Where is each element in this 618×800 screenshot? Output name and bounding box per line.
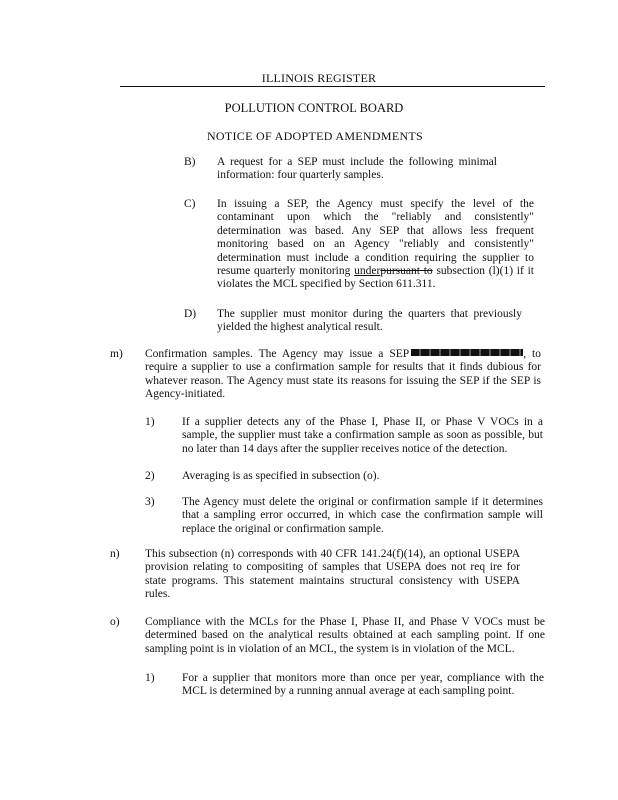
paragraph-m-text	[145, 348, 541, 402]
paragraph-m-3-label: 3)	[145, 496, 155, 508]
paragraph-c-text-before: In issuing a SEP, the Agency must specify the level of the contaminant upon which the "reliably and consistently" determination was based. Any SEP that allows less frequent monitoring based on an Agency "reliably and consistently" determination must include a condition requiring the supplier to resume quarterly monitoring	[217, 198, 534, 278]
paragraph-m-2-text: Averaging is as specified in subsection (o).	[182, 470, 380, 482]
register-title: ILLINOIS REGISTER	[261, 71, 377, 85]
paragraph-m-label: m)	[110, 348, 123, 360]
paragraph-m-text-after: to require a supplier to use a confirmation sample for results that it finds dubious for whatever reason. The Agency must state its reasons for issuing the SEP if the SEP is Agency-initiated.	[145, 348, 541, 401]
board-title: POLLUTION CONTROL BOARD	[224, 101, 404, 115]
paragraph-m-1-text: If a supplier detects any of the Phase I, Phase II, or Phase V VOCs in a sample, the supplier must take a confirmation sample as soon as possible, but no later than 14 days after the supplier receives notice of the detection.	[182, 416, 543, 455]
paragraph-d-label: D)	[184, 308, 197, 320]
paragraph-m-text-before: Confirmation samples. The Agency may issue a SEP	[145, 348, 410, 360]
redacted-text-bar	[411, 349, 523, 356]
paragraph-b-label: B)	[184, 156, 196, 168]
paragraph-m-text-mid: ,	[523, 348, 533, 360]
paragraph-c-text	[217, 198, 534, 292]
paragraph-o-1-text: For a supplier that monitors more than once per year, compliance with the MCL is determined by a running annual average at each sampling point.	[182, 672, 544, 698]
paragraph-d-text: The supplier must monitor during the quarters that previously yielded the highest analytical result.	[217, 308, 522, 334]
paragraph-o-label: o)	[110, 616, 120, 628]
paragraph-c-inserted-text: under	[354, 265, 381, 278]
paragraph-n-label: n)	[110, 548, 120, 560]
paragraph-c-text-after: subsection (l)(1) if it violates the MCL specified by Section 611.311.	[217, 265, 534, 291]
header-rule	[120, 86, 545, 87]
paragraph-m-2-label: 2)	[145, 470, 155, 482]
paragraph-c-label: C)	[184, 198, 196, 210]
paragraph-o-text: Compliance with the MCLs for the Phase I, Phase II, and Phase V VOCs must be determined based on the analytical results obtained at each sampling point. If one sampling point is in violation of an MCL, the system is in violation of the MCL.	[145, 616, 545, 655]
paragraph-b-text: A request for a SEP must include the following minimal information: four quarterly samples.	[217, 156, 497, 182]
paragraph-n-text: This subsection (n) corresponds with 40 CFR 141.24(f)(14), an optional USEPA provision relating to compositing of samples that USEPA does not req ire for state programs. This statement maintains structural consistency with USEPA rules.	[145, 548, 520, 601]
paragraph-m-1-label: 1)	[145, 416, 155, 428]
paragraph-o-1-label: 1)	[145, 672, 155, 684]
paragraph-m-3-text: The Agency must delete the original or confirmation sample if it determines that a sampling error occurred, in which case the confirmation sample will replace the original or confirmation sample.	[182, 496, 543, 535]
notice-title: NOTICE OF ADOPTED AMENDMENTS	[206, 129, 424, 143]
paragraph-c-deleted-text: pursuant to	[380, 265, 433, 278]
